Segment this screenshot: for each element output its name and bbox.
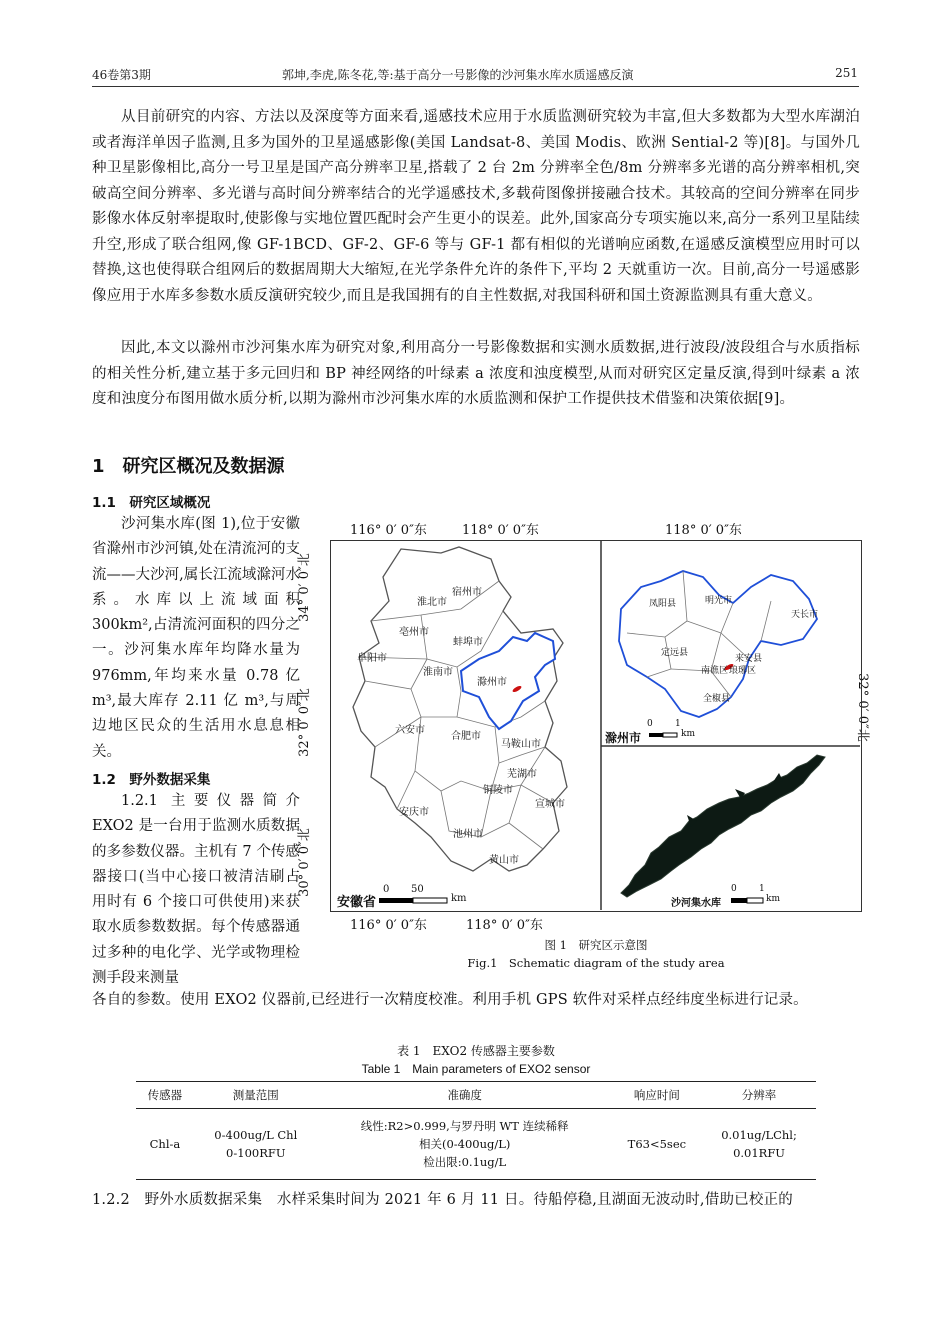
- scale-a-km: km: [451, 893, 467, 904]
- city-label-tongling: 铜陵市: [483, 785, 513, 796]
- td-sensor: Chl-a: [136, 1109, 194, 1180]
- county-label-quanjiao: 全椒县: [703, 694, 731, 704]
- subsection-heading-1-2: 1.2 野外数据采集: [92, 772, 211, 788]
- city-label-bengbu: 蚌埠市: [453, 637, 483, 648]
- table-title-cn: 表 1 EXO2 传感器主要参数: [397, 1044, 555, 1058]
- city-label-chizhou: 池州市: [453, 829, 483, 840]
- city-label-huaibei: 淮北市: [417, 597, 447, 608]
- table-title-en: Table 1 Main parameters of EXO2 sensor: [361, 1062, 591, 1076]
- acc-line-2: 相关(0-400ug/L): [418, 1137, 511, 1151]
- subsection-heading-1-1: 1.1 研究区域概况: [92, 495, 211, 511]
- figure-caption-en: Fig.1 Schematic diagram of the study area: [467, 956, 725, 970]
- sensor-params-table: [136, 1081, 816, 1180]
- scale-c-km: km: [766, 894, 780, 904]
- county-label-nanqiao: 南谯区: [701, 666, 729, 676]
- chuzhou-panel-label: 滁州市: [605, 731, 642, 745]
- county-label-dingyuan: 定远县: [661, 648, 689, 658]
- city-label-huangshan: 黄山市: [489, 855, 519, 866]
- lat-label-32-right: 32° 0′ 0″北: [854, 673, 870, 742]
- scale-bar-anhui: [379, 898, 447, 903]
- city-label-bozhou: 亳州市: [399, 627, 429, 638]
- paragraph-intro-2: 因此,本文以滁州市沙河集水库为研究对象,利用高分一号影像数据和实测水质数据,进行波段/波段组合与水质指标的相关性分析,建立基于多元回归和 BP 神经网络的叶绿素 a 浓度和浊度模型,从而对研究区定量反演,得到叶绿素 a 浓度和浊度分布图用做水质分析,以期为滁州市沙河集水库的水质监测和保护工作提供技术借鉴和决策依据[9]。: [92, 340, 860, 407]
- county-label-fengyang: 凤阳县: [649, 599, 677, 609]
- lon-label-bottom-1: 116° 0′ 0″东: [350, 918, 427, 933]
- td-resolution: [702, 1109, 816, 1180]
- reservoir-panel-label: 沙河集水库: [671, 898, 721, 909]
- section-heading-1: 1 研究区概况及数据源: [92, 456, 285, 477]
- city-label-luan: 六安市: [395, 725, 425, 736]
- header-rule: [92, 86, 859, 87]
- city-label-wuhu: 芜湖市: [507, 769, 537, 780]
- city-label-anqing: 安庆市: [399, 807, 429, 818]
- figure-caption-cn: 图 1 研究区示意图: [544, 938, 648, 952]
- city-label-chuzhou: 滁州市: [477, 677, 507, 688]
- journal-volume: 46卷第3期: [92, 68, 151, 82]
- figure-frame: [330, 540, 862, 912]
- county-label-mingguang: 明光市: [705, 596, 733, 606]
- paragraph-instrument: 1.2.1 主要仪器简介 EXO2 是一台用于监测水质数据的多参数仪器。主机有 7 个传感器接口(当中心接口被清洁刷占用时有 6 个接口可供使用)来获取水质参数数据。每个传感器通过多种的电化学、光学或物理检测手段来测量: [92, 793, 315, 987]
- acc-line-3: 检出限:0.1ug/L: [423, 1155, 507, 1169]
- paragraph-instrument-cont: 各自的参数。使用 EXO2 仪器前,已经进行一次精度校准。利用手机 GPS 软件对采样点经纬度坐标进行记录。: [92, 992, 808, 1008]
- scale-bar-reservoir: [731, 898, 763, 903]
- table-row: [136, 1109, 816, 1180]
- th-resolution: 分辨率: [702, 1082, 816, 1109]
- td-range: [194, 1109, 318, 1180]
- res-line-2: 0.01RFU: [733, 1146, 785, 1160]
- acc-line-1: 线性:R2>0.999,与罗丹明 WT 连续稀释: [360, 1119, 569, 1133]
- city-label-fuyang: 阜阳市: [357, 653, 387, 664]
- city-label-maanshan: 马鞍山市: [501, 739, 541, 750]
- lon-label-top-2: 118° 0′ 0″东: [462, 523, 539, 538]
- scale-c-0: 0: [731, 884, 737, 894]
- lat-label-30: 30° 0′ 0″北: [296, 828, 312, 897]
- scale-bar-chuzhou: [649, 733, 677, 737]
- range-line-2: 0-100RFU: [226, 1146, 286, 1160]
- paragraph-study-area: 沙河集水库(图 1),位于安徽省滁州市沙河镇,处在清流河的支流——大沙河,属长江流域滁河水系。水库以上流域面积 300km²,占清流河面积的四分之一。沙河集水库年均降水量为 976mm,年均来水量 0.78 亿 m³,最大库存 2.11 亿 m³,与周边地区民众的生活用水息息相关。: [92, 516, 300, 760]
- city-label-suzhou: 宿州市: [452, 587, 482, 598]
- th-accuracy: 准确度: [318, 1082, 612, 1109]
- scale-b-1: 1: [675, 719, 681, 729]
- lon-label-top-1: 116° 0′ 0″东: [350, 523, 427, 538]
- range-line-1: 0-400ug/L Chl: [214, 1128, 298, 1142]
- scale-b-km: km: [681, 729, 695, 739]
- lon-label-bottom-2: 118° 0′ 0″东: [466, 918, 543, 933]
- county-label-laian: 来安县: [735, 654, 763, 664]
- city-label-huainan: 淮南市: [423, 667, 453, 678]
- scale-b-0: 0: [647, 719, 653, 729]
- td-accuracy: [318, 1109, 612, 1180]
- th-response: 响应时间: [612, 1082, 702, 1109]
- paragraph-field-sampling: 1.2.2 野外水质数据采集 水样采集时间为 2021 年 6 月 11 日。待船停稳,且湖面无波动时,借助已校正的: [92, 1192, 793, 1208]
- city-label-xuancheng: 宣城市: [535, 799, 565, 810]
- scale-c-1: 1: [759, 884, 765, 894]
- province-label: 安徽省: [337, 895, 377, 910]
- city-label-hefei: 合肥市: [451, 731, 481, 742]
- th-sensor: 传感器: [136, 1082, 194, 1109]
- scale-a-0: 0: [383, 884, 390, 895]
- lon-label-top-3: 118° 0′ 0″东: [665, 523, 742, 538]
- page-number: 251: [835, 66, 858, 80]
- running-header: [92, 66, 858, 86]
- county-label-tianchang: 天长市: [791, 610, 819, 620]
- td-response: T63<5sec: [612, 1109, 702, 1180]
- scale-a-50: 50: [411, 884, 424, 895]
- lat-label-32: 32° 0′ 0″北: [296, 688, 312, 757]
- res-line-1: 0.01ug/LChl;: [721, 1128, 797, 1142]
- table-header-row: [136, 1082, 816, 1109]
- county-label-langya: 琅琊区: [729, 666, 757, 676]
- lat-label-34: 34° 0′ 0″北: [296, 553, 312, 622]
- paragraph-intro-1: 从目前研究的内容、方法以及深度等方面来看,遥感技术应用于水质监测研究较为丰富,但大多数都为大型水库湖泊或者海洋单因子监测,且多为国外的卫星遥感影像(美国 Landsat-8、美国 Modis、欧洲 Sential-2 等)[8]。与国外几种卫星影像相比,高分一号卫星是国产高分辨率卫星,搭载了 2 台 2m 分辨率全色/8m 分辨率多光谱的高分辨率相机,突破高空间分辨率、多光谱与高时间分辨率结合的光学遥感技术,多载荷图像拼接融合技术。其较高的空间分辨率在同步影像水体反射率提取时,使影像与实地位置匹配时会产生更小的误差。此外,国家高分专项实施以来,高分一系列卫星陆续升空,形成了联合组网,像 GF-1BCD、GF-2、GF-6 等与 GF-1 都有相似的光谱响应函数,在遥感反演模型应用时可以替换,这也使得联合组网后的数据周期大大缩短,在光学条件允许的条件下,平均 2 天就重访一次。目前,高分一号遥感影像应用于水库多参数水质反演研究较少,而且是我国拥有的自主性数据,对我国科研和国土资源监测具有重大意义。: [92, 109, 860, 304]
- th-range: 测量范围: [194, 1082, 318, 1109]
- article-running-title: 郭坤,李虎,陈冬花,等:基于高分一号影像的沙河集水库水质遥感反演: [282, 68, 634, 82]
